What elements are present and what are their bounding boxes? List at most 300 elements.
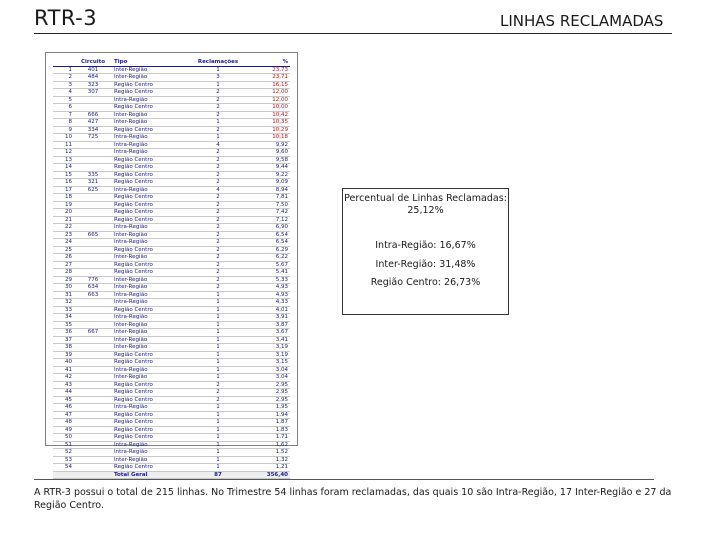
row-complaints: 1 (190, 329, 246, 337)
row-index: 33 (53, 306, 74, 314)
row-type: Intra-Região (112, 186, 190, 194)
row-index: 2 (53, 74, 74, 82)
row-index: 34 (53, 314, 74, 322)
row-percent: 3,87 (246, 321, 290, 329)
row-circuit: 665 (74, 231, 112, 239)
row-type: Inter-Região (112, 321, 190, 329)
table-row (53, 351, 290, 359)
row-circuit (74, 351, 112, 359)
total-value: 87 (190, 471, 246, 479)
row-type: Intra-Região (112, 449, 190, 457)
row-percent: 16,15 (246, 81, 290, 89)
row-percent: 3,19 (246, 351, 290, 359)
row-complaints: 1 (190, 404, 246, 412)
row-index: 16 (53, 179, 74, 187)
row-complaints: 2 (190, 194, 246, 202)
row-percent: 23,71 (246, 74, 290, 82)
row-type: Inter-Região (112, 344, 190, 352)
row-index: 17 (53, 186, 74, 194)
table-row (53, 411, 290, 419)
row-percent: 5,33 (246, 276, 290, 284)
row-complaints: 1 (190, 314, 246, 322)
table-row (53, 164, 290, 172)
table-row (53, 381, 290, 389)
row-index: 41 (53, 366, 74, 374)
row-type: Intra-Região (112, 96, 190, 104)
row-index: 20 (53, 209, 74, 217)
row-complaints: 1 (190, 299, 246, 307)
row-complaints: 1 (190, 291, 246, 299)
row-type: Região Centro (112, 426, 190, 434)
row-index: 26 (53, 254, 74, 262)
table-row (53, 179, 290, 187)
row-percent: 10,35 (246, 119, 290, 127)
row-circuit (74, 381, 112, 389)
row-percent: 2,95 (246, 381, 290, 389)
table-row (53, 119, 290, 127)
row-type: Inter-Região (112, 254, 190, 262)
row-index: 13 (53, 156, 74, 164)
row-complaints: 2 (190, 254, 246, 262)
row-index: 40 (53, 359, 74, 367)
row-index: 21 (53, 216, 74, 224)
row-index: 27 (53, 261, 74, 269)
slide-subtitle: LINHAS RECLAMADAS (500, 12, 664, 30)
row-circuit (74, 224, 112, 232)
row-percent: 1,52 (246, 449, 290, 457)
row-circuit (74, 201, 112, 209)
row-percent: 9,60 (246, 149, 290, 157)
row-percent: 9,92 (246, 141, 290, 149)
row-index: 51 (53, 441, 74, 449)
row-percent: 9,22 (246, 171, 290, 179)
row-index: 3 (53, 81, 74, 89)
row-type: Intra-Região (112, 134, 190, 142)
row-circuit: 666 (74, 111, 112, 119)
row-complaints: 2 (190, 149, 246, 157)
row-circuit (74, 321, 112, 329)
row-type: Região Centro (112, 261, 190, 269)
row-complaints: 1 (190, 66, 246, 74)
row-type: Região Centro (112, 246, 190, 254)
row-complaints: 1 (190, 134, 246, 142)
row-index: 50 (53, 434, 74, 442)
row-circuit: 667 (74, 329, 112, 337)
header-complaints: Reclamações (190, 59, 246, 66)
row-index: 11 (53, 141, 74, 149)
row-type: Inter-Região (112, 111, 190, 119)
row-circuit (74, 194, 112, 202)
row-percent: 7,42 (246, 209, 290, 217)
table-row (53, 216, 290, 224)
row-complaints: 2 (190, 96, 246, 104)
table-row (53, 276, 290, 284)
percent-value: 25,12% (407, 205, 444, 216)
row-percent: 4,33 (246, 299, 290, 307)
row-percent: 10,29 (246, 126, 290, 134)
row-percent: 7,50 (246, 201, 290, 209)
row-type: Região Centro (112, 351, 190, 359)
row-complaints: 1 (190, 449, 246, 457)
row-percent: 10,18 (246, 134, 290, 142)
row-type: Região Centro (112, 209, 190, 217)
row-circuit (74, 404, 112, 412)
row-index: 14 (53, 164, 74, 172)
row-complaints: 2 (190, 261, 246, 269)
row-index: 36 (53, 329, 74, 337)
table-row (53, 336, 290, 344)
row-type: Inter-Região (112, 374, 190, 382)
table-row (53, 149, 290, 157)
intra-region-stat: Intra-Região: 16,67% (375, 240, 476, 251)
row-type: Região Centro (112, 411, 190, 419)
row-complaints: 2 (190, 171, 246, 179)
row-index: 19 (53, 201, 74, 209)
row-type: Intra-Região (112, 314, 190, 322)
table-row (53, 419, 290, 427)
table-row (53, 291, 290, 299)
row-percent: 2,95 (246, 389, 290, 397)
row-type: Inter-Região (112, 284, 190, 292)
table-row (53, 96, 290, 104)
row-index: 49 (53, 426, 74, 434)
table-row (53, 426, 290, 434)
row-type: Inter-Região (112, 66, 190, 74)
row-index: 31 (53, 291, 74, 299)
row-percent: 4,93 (246, 284, 290, 292)
row-circuit (74, 156, 112, 164)
row-complaints: 1 (190, 119, 246, 127)
summary-box (342, 188, 509, 315)
row-percent: 6,54 (246, 239, 290, 247)
row-circuit (74, 261, 112, 269)
row-percent: 3,91 (246, 314, 290, 322)
row-index: 44 (53, 389, 74, 397)
header-circuit: Circuito (74, 59, 112, 66)
footer-divider (34, 479, 654, 480)
total-spacer (74, 471, 112, 479)
row-index: 5 (53, 96, 74, 104)
row-circuit (74, 299, 112, 307)
percent-label: Percentual de Linhas Reclamadas: (344, 193, 507, 204)
row-percent: 1,71 (246, 434, 290, 442)
row-complaints: 1 (190, 336, 246, 344)
row-circuit (74, 314, 112, 322)
row-percent: 9,58 (246, 156, 290, 164)
row-type: Intra-Região (112, 366, 190, 374)
row-index: 32 (53, 299, 74, 307)
header-index (53, 59, 74, 66)
row-complaints: 2 (190, 389, 246, 397)
table-row (53, 246, 290, 254)
row-complaints: 2 (190, 89, 246, 97)
row-circuit (74, 449, 112, 457)
table-row (53, 254, 290, 262)
row-type: Região Centro (112, 306, 190, 314)
row-index: 7 (53, 111, 74, 119)
row-circuit: 776 (74, 276, 112, 284)
row-index: 12 (53, 149, 74, 157)
row-index: 9 (53, 126, 74, 134)
row-circuit: 663 (74, 291, 112, 299)
row-circuit: 401 (74, 66, 112, 74)
row-percent: 1,87 (246, 419, 290, 427)
total-spacer (53, 471, 74, 479)
row-index: 8 (53, 119, 74, 127)
row-index: 6 (53, 104, 74, 112)
row-complaints: 1 (190, 441, 246, 449)
table-row (53, 81, 290, 89)
row-complaints: 2 (190, 156, 246, 164)
row-type: Intra-Região (112, 224, 190, 232)
table-row (53, 186, 290, 194)
row-circuit: 725 (74, 134, 112, 142)
row-index: 37 (53, 336, 74, 344)
total-label: Total Geral (112, 471, 190, 479)
row-type: Inter-Região (112, 231, 190, 239)
table-row (53, 456, 290, 464)
row-complaints: 2 (190, 276, 246, 284)
row-index: 52 (53, 449, 74, 457)
row-complaints: 1 (190, 321, 246, 329)
row-circuit (74, 366, 112, 374)
row-index: 10 (53, 134, 74, 142)
row-circuit: 323 (74, 81, 112, 89)
table-row (53, 329, 290, 337)
table-row (53, 449, 290, 457)
lines-table (53, 59, 290, 479)
row-index: 22 (53, 224, 74, 232)
row-type: Região Centro (112, 434, 190, 442)
row-circuit (74, 419, 112, 427)
row-circuit: 321 (74, 179, 112, 187)
row-complaints: 4 (190, 141, 246, 149)
row-index: 43 (53, 381, 74, 389)
row-complaints: 2 (190, 209, 246, 217)
table-row (53, 126, 290, 134)
row-percent: 10,00 (246, 104, 290, 112)
table-row (53, 404, 290, 412)
table-row (53, 239, 290, 247)
row-percent: 2,95 (246, 396, 290, 404)
table-row (53, 134, 290, 142)
row-percent: 1,32 (246, 456, 290, 464)
row-circuit (74, 246, 112, 254)
row-index: 24 (53, 239, 74, 247)
row-index: 1 (53, 66, 74, 74)
row-type: Região Centro (112, 179, 190, 187)
row-type: Intra-Região (112, 149, 190, 157)
total-percent: 356,40 (246, 471, 290, 479)
row-circuit (74, 254, 112, 262)
row-type: Região Centro (112, 419, 190, 427)
row-percent: 7,81 (246, 194, 290, 202)
row-circuit (74, 426, 112, 434)
table-row (53, 171, 290, 179)
table-row (53, 299, 290, 307)
row-complaints: 2 (190, 216, 246, 224)
row-type: Intra-Região (112, 239, 190, 247)
row-percent: 6,29 (246, 246, 290, 254)
row-complaints: 2 (190, 239, 246, 247)
row-type: Intra-Região (112, 404, 190, 412)
row-index: 15 (53, 171, 74, 179)
table-row (53, 366, 290, 374)
row-type: Região Centro (112, 126, 190, 134)
row-complaints: 2 (190, 104, 246, 112)
row-type: Inter-Região (112, 119, 190, 127)
row-percent: 9,09 (246, 179, 290, 187)
row-percent: 1,21 (246, 464, 290, 472)
table-row (53, 464, 290, 472)
row-type: Região Centro (112, 171, 190, 179)
row-type: Região Centro (112, 104, 190, 112)
footer-summary: A RTR-3 possui o total de 215 linhas. No Trimestre 54 linhas foram reclamadas, das quais 10 são Intra-Região, 17 Inter-Região e 27 da Região Centro. (34, 487, 672, 511)
row-complaints: 1 (190, 306, 246, 314)
row-index: 25 (53, 246, 74, 254)
row-complaints: 4 (190, 186, 246, 194)
row-index: 39 (53, 351, 74, 359)
row-complaints: 1 (190, 419, 246, 427)
title-underline (34, 33, 672, 34)
row-type: Região Centro (112, 81, 190, 89)
row-circuit (74, 269, 112, 277)
row-complaints: 2 (190, 179, 246, 187)
row-circuit (74, 456, 112, 464)
row-circuit (74, 389, 112, 397)
table-row (53, 389, 290, 397)
row-circuit (74, 306, 112, 314)
row-percent: 5,41 (246, 269, 290, 277)
row-complaints: 1 (190, 366, 246, 374)
table-header-row (53, 59, 290, 66)
row-complaints: 1 (190, 434, 246, 442)
row-percent: 8,94 (246, 186, 290, 194)
row-complaints: 2 (190, 224, 246, 232)
table-row (53, 201, 290, 209)
table-row (53, 396, 290, 404)
row-percent: 3,04 (246, 366, 290, 374)
row-percent: 10,42 (246, 111, 290, 119)
row-index: 30 (53, 284, 74, 292)
table-row (53, 374, 290, 382)
row-index: 45 (53, 396, 74, 404)
row-index: 38 (53, 344, 74, 352)
row-index: 48 (53, 419, 74, 427)
table-row (53, 261, 290, 269)
row-type: Região Centro (112, 389, 190, 397)
row-circuit (74, 441, 112, 449)
row-percent: 6,54 (246, 231, 290, 239)
row-percent: 6,22 (246, 254, 290, 262)
row-type: Inter-Região (112, 336, 190, 344)
row-percent: 12,00 (246, 96, 290, 104)
row-percent: 1,62 (246, 441, 290, 449)
row-circuit: 484 (74, 74, 112, 82)
row-circuit (74, 164, 112, 172)
row-index: 4 (53, 89, 74, 97)
row-circuit: 334 (74, 126, 112, 134)
row-percent: 3,15 (246, 359, 290, 367)
table-row (53, 441, 290, 449)
row-index: 54 (53, 464, 74, 472)
row-type: Intra-Região (112, 299, 190, 307)
row-percent: 4,01 (246, 306, 290, 314)
table-row (53, 111, 290, 119)
row-percent: 12,00 (246, 89, 290, 97)
row-percent: 1,94 (246, 411, 290, 419)
row-circuit (74, 216, 112, 224)
central-region-stat: Região Centro: 26,73% (370, 277, 481, 288)
row-complaints: 1 (190, 411, 246, 419)
row-type: Região Centro (112, 381, 190, 389)
table-total-row (53, 471, 290, 479)
row-circuit (74, 344, 112, 352)
row-circuit (74, 359, 112, 367)
row-index: 29 (53, 276, 74, 284)
row-type: Intra-Região (112, 141, 190, 149)
row-circuit (74, 464, 112, 472)
table-body (53, 66, 290, 471)
row-circuit (74, 104, 112, 112)
header-type: Tipo (112, 59, 190, 66)
row-type: Região Centro (112, 396, 190, 404)
row-percent: 23,73 (246, 66, 290, 74)
table-row (53, 141, 290, 149)
inter-region-stat: Inter-Região: 31,48% (375, 259, 476, 270)
row-index: 42 (53, 374, 74, 382)
header-percent: % (246, 59, 290, 66)
row-complaints: 1 (190, 344, 246, 352)
row-complaints: 2 (190, 111, 246, 119)
table-row (53, 269, 290, 277)
row-type: Região Centro (112, 269, 190, 277)
row-type: Inter-Região (112, 329, 190, 337)
row-circuit: 427 (74, 119, 112, 127)
row-circuit (74, 239, 112, 247)
row-type: Intra-Região (112, 441, 190, 449)
row-circuit (74, 336, 112, 344)
row-type: Região Centro (112, 156, 190, 164)
row-percent: 1,95 (246, 404, 290, 412)
table-row (53, 74, 290, 82)
row-complaints: 1 (190, 456, 246, 464)
row-circuit: 307 (74, 89, 112, 97)
row-index: 53 (53, 456, 74, 464)
row-percent: 3,41 (246, 336, 290, 344)
row-type: Região Centro (112, 164, 190, 172)
row-percent: 3,19 (246, 344, 290, 352)
table-row (53, 194, 290, 202)
row-type: Inter-Região (112, 456, 190, 464)
row-circuit (74, 149, 112, 157)
table-row (53, 104, 290, 112)
row-complaints: 1 (190, 426, 246, 434)
row-percent: 4,93 (246, 291, 290, 299)
table-row (53, 284, 290, 292)
row-complaints: 2 (190, 284, 246, 292)
row-complaints: 2 (190, 246, 246, 254)
row-circuit: 625 (74, 186, 112, 194)
table-row (53, 66, 290, 74)
row-index: 28 (53, 269, 74, 277)
table-row (53, 209, 290, 217)
row-index: 47 (53, 411, 74, 419)
table-row (53, 231, 290, 239)
row-complaints: 3 (190, 74, 246, 82)
row-complaints: 2 (190, 381, 246, 389)
row-index: 46 (53, 404, 74, 412)
